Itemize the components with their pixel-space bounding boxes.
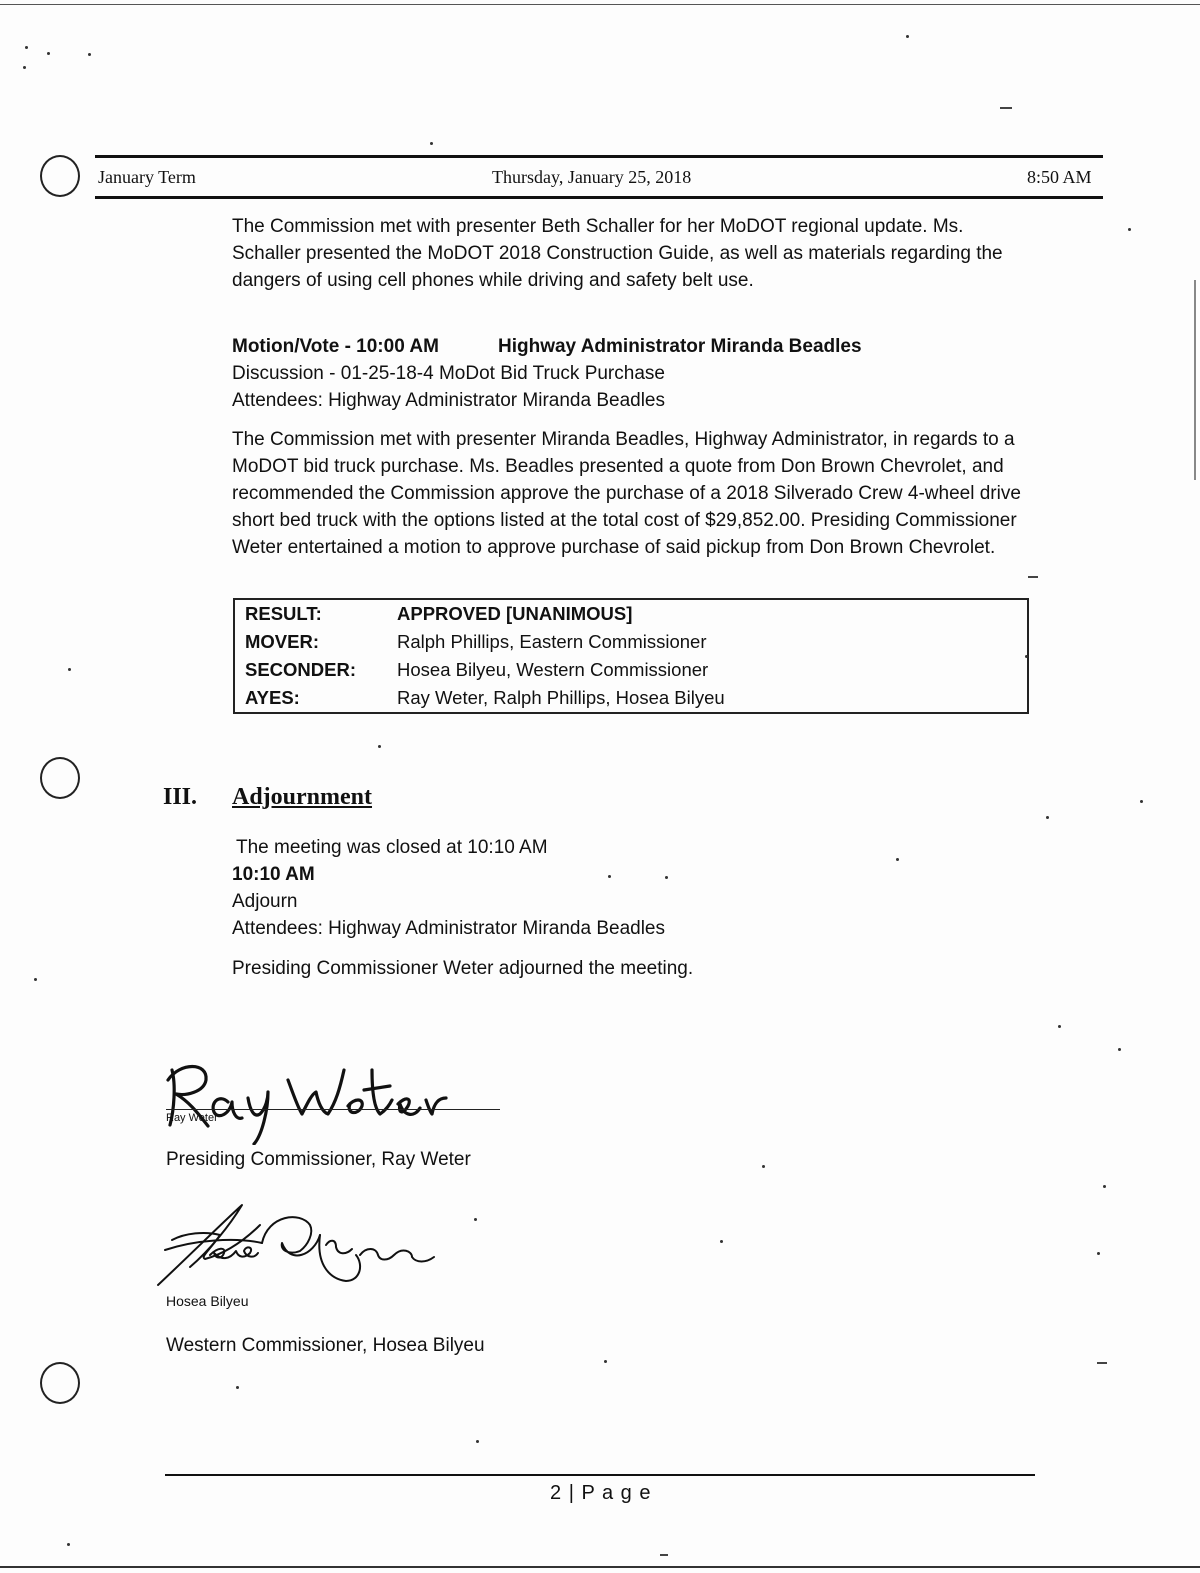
scan-speck xyxy=(906,35,909,38)
scan-speck xyxy=(1140,800,1143,803)
scan-speck xyxy=(720,1240,723,1243)
motion-heading-time: Motion/Vote - 10:00 AM xyxy=(232,336,439,357)
scan-speck xyxy=(896,858,899,861)
punch-hole-middle xyxy=(40,757,80,799)
scan-dash xyxy=(1028,576,1038,578)
scan-speck xyxy=(604,1360,607,1363)
scan-speck xyxy=(1097,1252,1100,1255)
scan-speck xyxy=(474,1218,477,1221)
vote-label: AYES: xyxy=(245,687,300,708)
scan-speck xyxy=(236,1386,239,1389)
footer-page xyxy=(550,1482,651,1505)
scan-speck xyxy=(430,142,433,145)
vote-label: MOVER: xyxy=(245,631,319,652)
intro-paragraph: The Commission met with presenter Beth Schaller for her MoDOT regional update. Ms. Schaller presented the MoDOT 2018 Construction Guide, as well as materials regarding the dangers of using cell phones while driving and safety belt use. xyxy=(232,216,1003,291)
scan-speck xyxy=(665,876,668,879)
header-bottom-rule xyxy=(95,196,1103,199)
scan-speck xyxy=(1025,655,1028,658)
vote-row-mover xyxy=(234,628,1028,656)
adjournment-attendees: Attendees: Highway Administrator Miranda Beadles xyxy=(232,918,666,939)
signature-title-2: Western Commissioner, Hosea Bilyeu xyxy=(166,1335,485,1356)
motion-discussion: Discussion - 01-25-18-4 MoDot Bid Truck Purchase xyxy=(232,363,665,384)
scan-dash xyxy=(660,1554,668,1556)
scan-speck xyxy=(476,1440,479,1443)
footer-rule xyxy=(165,1474,1035,1476)
scan-speck xyxy=(1058,1025,1061,1028)
adjournment-item: Adjourn xyxy=(232,891,298,912)
vote-value: APPROVED [UNANIMOUS] xyxy=(397,603,633,624)
adjournment-time: 10:10 AM xyxy=(232,864,315,885)
scan-speck xyxy=(25,46,28,49)
adjournment-closed-text: The meeting was closed at 10:10 AM xyxy=(236,837,548,858)
page-number: 2 xyxy=(550,1482,563,1504)
vote-label: RESULT: xyxy=(245,603,322,624)
signature-hosea-bilyeu xyxy=(150,1195,470,1295)
scan-speck xyxy=(608,875,611,878)
signature-ray-weter xyxy=(150,1040,510,1145)
scan-dash xyxy=(1097,1362,1107,1364)
signature-line-1 xyxy=(166,1109,500,1110)
scan-top-border xyxy=(0,4,1200,5)
header-time: 8:50 AM xyxy=(1027,167,1092,187)
motion-heading-presenter: Highway Administrator Miranda Beadles xyxy=(498,336,862,357)
header-term: January Term xyxy=(98,167,196,187)
vote-row-ayes xyxy=(234,684,1028,713)
signature-title-1: Presiding Commissioner, Ray Weter xyxy=(166,1149,471,1170)
motion-paragraph: The Commission met with presenter Miranda Beadles, Highway Administrator, in regards to a MoDOT bid truck purchase. Ms. Beadles presented a quote from Don Brown Chevrolet, and recommended the Commission approve the purchase of a 2018 Silverado Crew 4-wheel drive short bed truck with the options listed at the total cost of $29,852.00. Presiding Commissioner Weter entertained a motion to approve purchase of said pickup from Don Brown Chevrolet. xyxy=(232,429,1021,558)
scan-speck xyxy=(378,745,381,748)
scan-speck xyxy=(23,66,26,69)
scan-right-edge xyxy=(1194,280,1196,480)
section-title: Adjournment xyxy=(232,784,373,810)
header-top-rule xyxy=(95,155,1103,158)
punch-hole-top xyxy=(40,155,80,197)
scan-speck xyxy=(34,978,37,981)
scan-speck xyxy=(762,1165,765,1168)
page-label: P a g e xyxy=(581,1482,652,1504)
vote-row-seconder xyxy=(234,656,1028,684)
signature-printed-name-2: Hosea Bilyeu xyxy=(166,1293,249,1309)
scan-speck xyxy=(1118,1048,1121,1051)
vote-value: Hosea Bilyeu, Western Commissioner xyxy=(397,659,709,680)
scan-speck xyxy=(1046,816,1049,819)
signature-printed-name-1: Ray Weter xyxy=(166,1112,218,1124)
vote-label: SECONDER: xyxy=(245,659,357,680)
punch-hole-bottom xyxy=(40,1362,80,1404)
scan-speck xyxy=(47,52,50,55)
vote-result-table xyxy=(233,598,1029,714)
vote-row-result xyxy=(234,599,1028,628)
section-numeral: III. xyxy=(163,784,198,810)
adjournment-statement: Presiding Commissioner Weter adjourned the meeting. xyxy=(232,958,694,979)
header-date: Thursday, January 25, 2018 xyxy=(492,167,692,187)
motion-attendees: Attendees: Highway Administrator Miranda Beadles xyxy=(232,390,666,411)
scan-speck xyxy=(67,1543,70,1546)
scan-speck xyxy=(88,53,91,56)
scan-bottom-border xyxy=(0,1566,1200,1568)
scan-speck xyxy=(1103,1185,1106,1188)
scan-dash xyxy=(1000,107,1012,109)
page-separator: | xyxy=(568,1482,582,1504)
scan-speck xyxy=(68,668,71,671)
scan-speck xyxy=(1128,228,1131,231)
vote-value: Ray Weter, Ralph Phillips, Hosea Bilyeu xyxy=(397,687,725,708)
vote-value: Ralph Phillips, Eastern Commissioner xyxy=(397,631,707,652)
